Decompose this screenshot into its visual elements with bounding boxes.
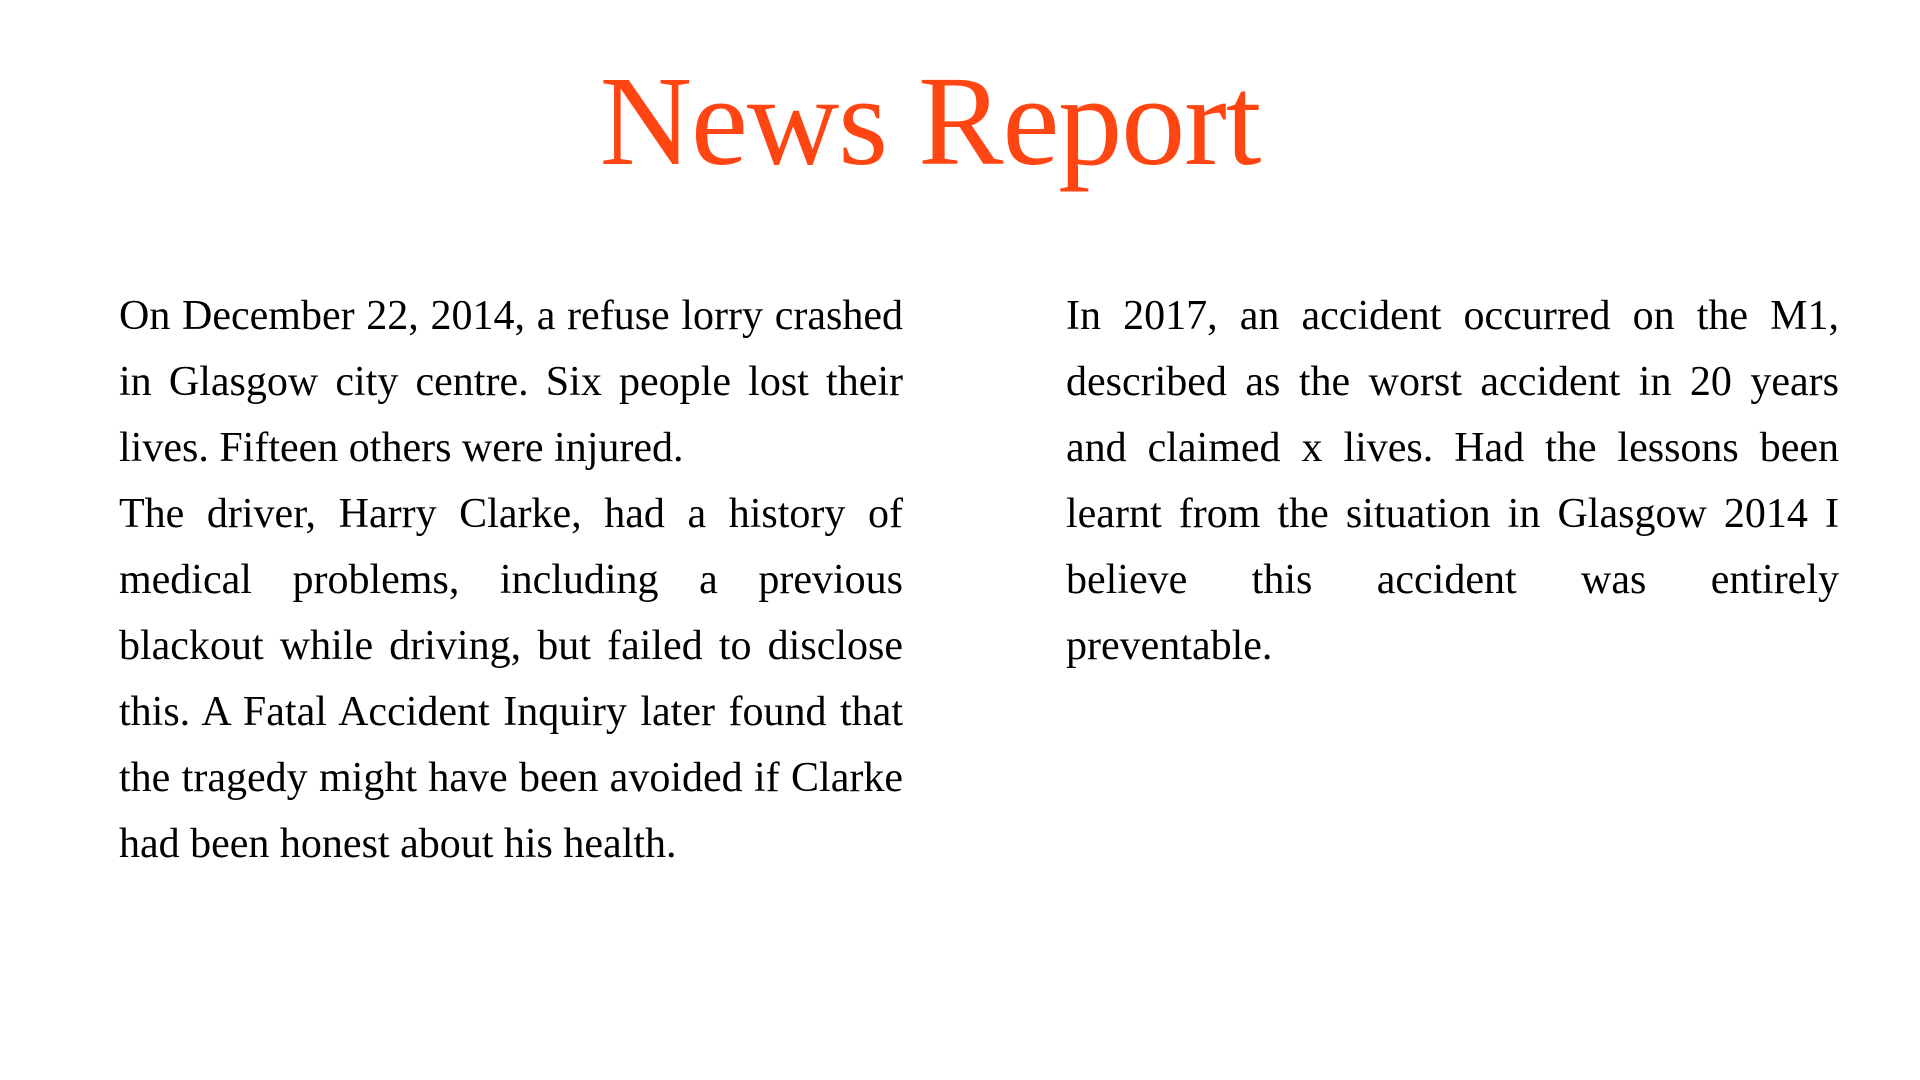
- right-column: [1066, 283, 1839, 679]
- page-title: News Report: [599, 50, 1261, 192]
- paragraph-incident: On December 22, 2014, a refuse lorry crashed in Glasgow city centre. Six people lost their lives. Fifteen others were injured.: [119, 293, 903, 471]
- paragraph-m1-accident: In 2017, an accident occurred on the M1, described as the worst accident in 20 years and claimed x lives. Had the lessons been learnt from the situation in Glasgow 2014 I believe this accident was entirely preventable.: [1066, 293, 1839, 669]
- paragraph-driver: The driver, Harry Clarke, had a history of medical problems, including a previous blackout while driving, but failed to disclose this. A Fatal Accident Inquiry later found that the tragedy might have been avoided if Clarke had been honest about his health.: [119, 491, 903, 867]
- left-column: [119, 283, 903, 877]
